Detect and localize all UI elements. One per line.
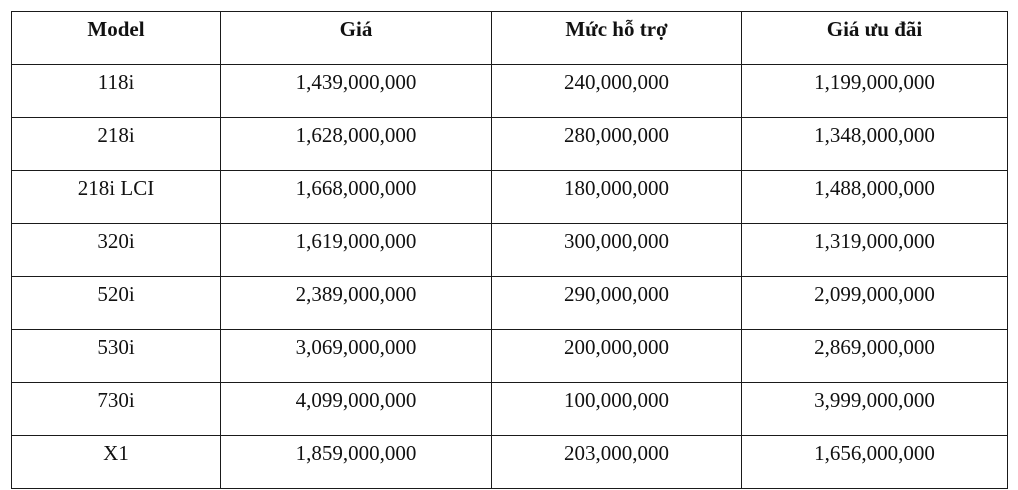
cell-price: 1,668,000,000 bbox=[221, 171, 492, 224]
cell-support: 203,000,000 bbox=[492, 436, 742, 489]
cell-price: 2,389,000,000 bbox=[221, 277, 492, 330]
table-body bbox=[12, 65, 1008, 489]
cell-promo-price: 1,348,000,000 bbox=[742, 118, 1008, 171]
table-header bbox=[12, 12, 1008, 65]
cell-support: 180,000,000 bbox=[492, 171, 742, 224]
cell-price: 1,619,000,000 bbox=[221, 224, 492, 277]
cell-price: 3,069,000,000 bbox=[221, 330, 492, 383]
table-row bbox=[12, 330, 1008, 383]
cell-price: 4,099,000,000 bbox=[221, 383, 492, 436]
cell-model: 730i bbox=[12, 383, 221, 436]
header-price: Giá bbox=[221, 12, 492, 65]
cell-support: 290,000,000 bbox=[492, 277, 742, 330]
cell-promo-price: 3,999,000,000 bbox=[742, 383, 1008, 436]
cell-support: 240,000,000 bbox=[492, 65, 742, 118]
cell-model: 218i LCI bbox=[12, 171, 221, 224]
header-support: Mức hỗ trợ bbox=[492, 12, 742, 65]
cell-promo-price: 2,099,000,000 bbox=[742, 277, 1008, 330]
cell-price: 1,628,000,000 bbox=[221, 118, 492, 171]
cell-model: 320i bbox=[12, 224, 221, 277]
table-row bbox=[12, 224, 1008, 277]
table-row bbox=[12, 171, 1008, 224]
cell-promo-price: 2,869,000,000 bbox=[742, 330, 1008, 383]
header-row bbox=[12, 12, 1008, 65]
table-row bbox=[12, 277, 1008, 330]
table-row bbox=[12, 65, 1008, 118]
price-table bbox=[11, 11, 1008, 489]
table-row bbox=[12, 436, 1008, 489]
cell-model: 520i bbox=[12, 277, 221, 330]
cell-model: 530i bbox=[12, 330, 221, 383]
cell-model: 218i bbox=[12, 118, 221, 171]
cell-promo-price: 1,656,000,000 bbox=[742, 436, 1008, 489]
cell-support: 200,000,000 bbox=[492, 330, 742, 383]
header-model: Model bbox=[12, 12, 221, 65]
cell-support: 300,000,000 bbox=[492, 224, 742, 277]
cell-price: 1,859,000,000 bbox=[221, 436, 492, 489]
cell-price: 1,439,000,000 bbox=[221, 65, 492, 118]
table-row bbox=[12, 383, 1008, 436]
cell-promo-price: 1,199,000,000 bbox=[742, 65, 1008, 118]
cell-model: 118i bbox=[12, 65, 221, 118]
table-row bbox=[12, 118, 1008, 171]
cell-promo-price: 1,319,000,000 bbox=[742, 224, 1008, 277]
header-promo-price: Giá ưu đãi bbox=[742, 12, 1008, 65]
cell-promo-price: 1,488,000,000 bbox=[742, 171, 1008, 224]
cell-model: X1 bbox=[12, 436, 221, 489]
cell-support: 100,000,000 bbox=[492, 383, 742, 436]
cell-support: 280,000,000 bbox=[492, 118, 742, 171]
